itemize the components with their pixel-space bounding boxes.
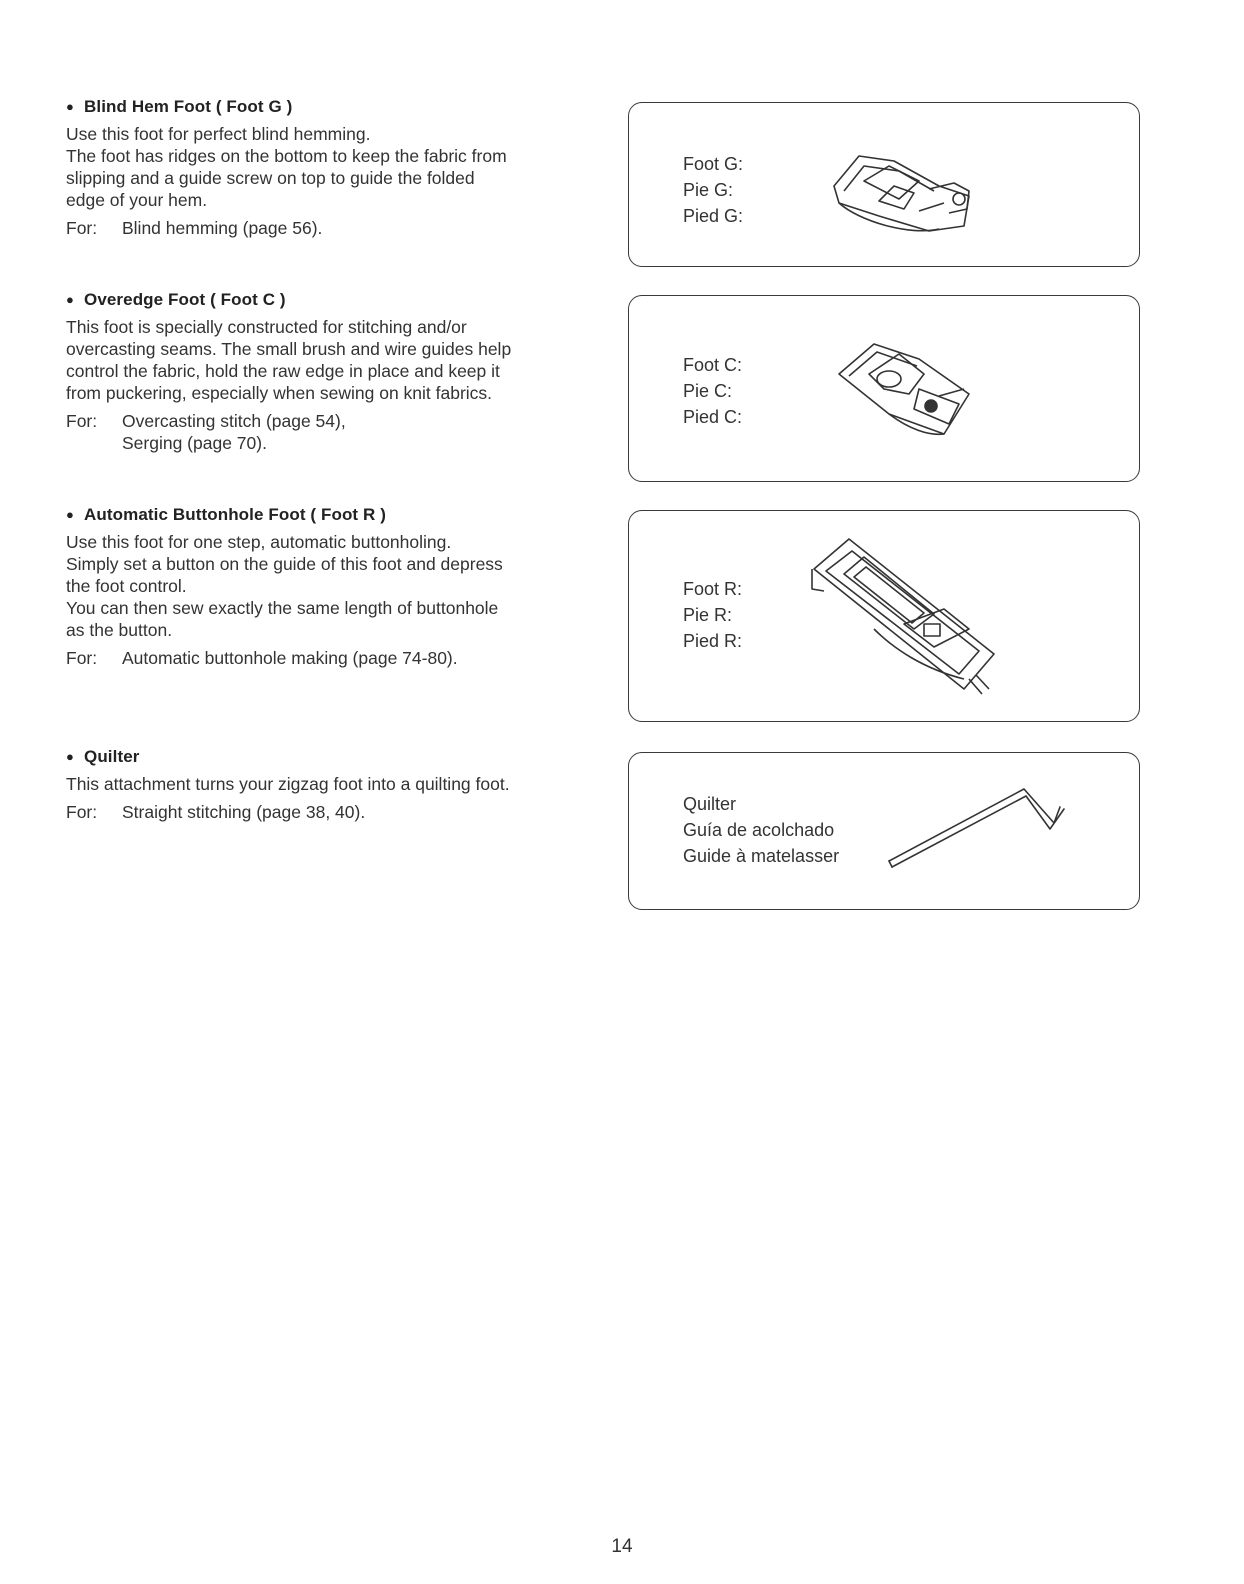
section-title: Blind Hem Foot ( Foot G ) bbox=[84, 97, 293, 116]
buttonhole-foot-icon bbox=[804, 529, 1004, 699]
section-heading bbox=[66, 97, 596, 117]
bullet-icon: ● bbox=[66, 292, 74, 307]
for-item: Blind hemming (page 56). bbox=[122, 218, 323, 238]
section-blind-hem-foot bbox=[66, 97, 596, 239]
for-item: Overcasting stitch (page 54), bbox=[122, 411, 346, 431]
section-overedge-foot bbox=[66, 290, 596, 454]
for-label: For: bbox=[66, 648, 98, 668]
section-body bbox=[66, 773, 596, 795]
body-line: the foot control. bbox=[66, 576, 187, 596]
for-item: Serging (page 70). bbox=[122, 433, 267, 453]
section-quilter bbox=[66, 747, 596, 823]
quilter-guide-icon bbox=[884, 783, 1074, 873]
box-labels bbox=[683, 576, 742, 654]
section-heading bbox=[66, 290, 596, 310]
section-heading bbox=[66, 747, 596, 767]
body-line: Use this foot for perfect blind hemming. bbox=[66, 124, 371, 144]
body-line: control the fabric, hold the raw edge in place and keep it bbox=[66, 361, 500, 381]
box-label: Pie R: bbox=[683, 605, 733, 625]
box-foot-c bbox=[628, 295, 1140, 482]
box-label: Foot G: bbox=[683, 154, 744, 174]
for-item: Straight stitching (page 38, 40). bbox=[122, 802, 366, 822]
blind-hem-foot-icon bbox=[819, 141, 989, 241]
box-quilter bbox=[628, 752, 1140, 910]
box-labels bbox=[683, 151, 743, 229]
for-label: For: bbox=[66, 802, 98, 822]
body-line: slipping and a guide screw on top to guide the folded bbox=[66, 168, 475, 188]
body-line: from puckering, especially when sewing on knit fabrics. bbox=[66, 383, 493, 403]
for-label: For: bbox=[66, 218, 98, 238]
bullet-icon: ● bbox=[66, 507, 74, 522]
for-item: Automatic buttonhole making (page 74-80). bbox=[122, 648, 458, 668]
body-line: overcasting seams. The small brush and wire guides help bbox=[66, 339, 512, 359]
box-label: Pied C: bbox=[683, 407, 743, 427]
section-heading bbox=[66, 505, 596, 525]
body-line: edge of your hem. bbox=[66, 190, 208, 210]
bullet-icon: ● bbox=[66, 99, 74, 114]
box-label: Pie C: bbox=[683, 381, 733, 401]
for-row bbox=[66, 801, 596, 823]
box-foot-g bbox=[628, 102, 1140, 267]
for-label: For: bbox=[66, 411, 98, 431]
page-number: 14 bbox=[611, 1536, 633, 1557]
body-line: You can then sew exactly the same length of buttonhole bbox=[66, 598, 499, 618]
section-body bbox=[66, 316, 596, 404]
box-labels bbox=[683, 352, 742, 430]
body-line: as the button. bbox=[66, 620, 173, 640]
box-foot-r bbox=[628, 510, 1140, 722]
overedge-foot-icon bbox=[829, 334, 979, 444]
box-label: Pie G: bbox=[683, 180, 734, 200]
box-label: Guía de acolchado bbox=[683, 820, 835, 840]
box-label: Pied R: bbox=[683, 631, 743, 651]
body-line: The foot has ridges on the bottom to keep the fabric from bbox=[66, 146, 507, 166]
section-body bbox=[66, 123, 596, 211]
section-buttonhole-foot bbox=[66, 505, 596, 669]
body-line: Simply set a button on the guide of this foot and depress bbox=[66, 554, 503, 574]
for-row bbox=[66, 647, 596, 669]
box-label: Pied G: bbox=[683, 206, 744, 226]
section-title: Quilter bbox=[84, 747, 140, 766]
box-label: Foot R: bbox=[683, 579, 743, 599]
body-line: This foot is specially constructed for stitching and/or bbox=[66, 317, 467, 337]
for-row bbox=[66, 410, 596, 454]
bullet-icon: ● bbox=[66, 749, 74, 764]
for-row bbox=[66, 217, 596, 239]
box-label: Foot C: bbox=[683, 355, 743, 375]
section-title: Automatic Buttonhole Foot ( Foot R ) bbox=[84, 505, 386, 524]
box-labels bbox=[683, 791, 839, 869]
box-label: Guide à matelasser bbox=[683, 846, 840, 866]
body-line: Use this foot for one step, automatic buttonholing. bbox=[66, 532, 452, 552]
section-body bbox=[66, 531, 596, 641]
section-title: Overedge Foot ( Foot C ) bbox=[84, 290, 286, 309]
body-line: This attachment turns your zigzag foot into a quilting foot. bbox=[66, 774, 510, 794]
box-label: Quilter bbox=[683, 794, 737, 814]
